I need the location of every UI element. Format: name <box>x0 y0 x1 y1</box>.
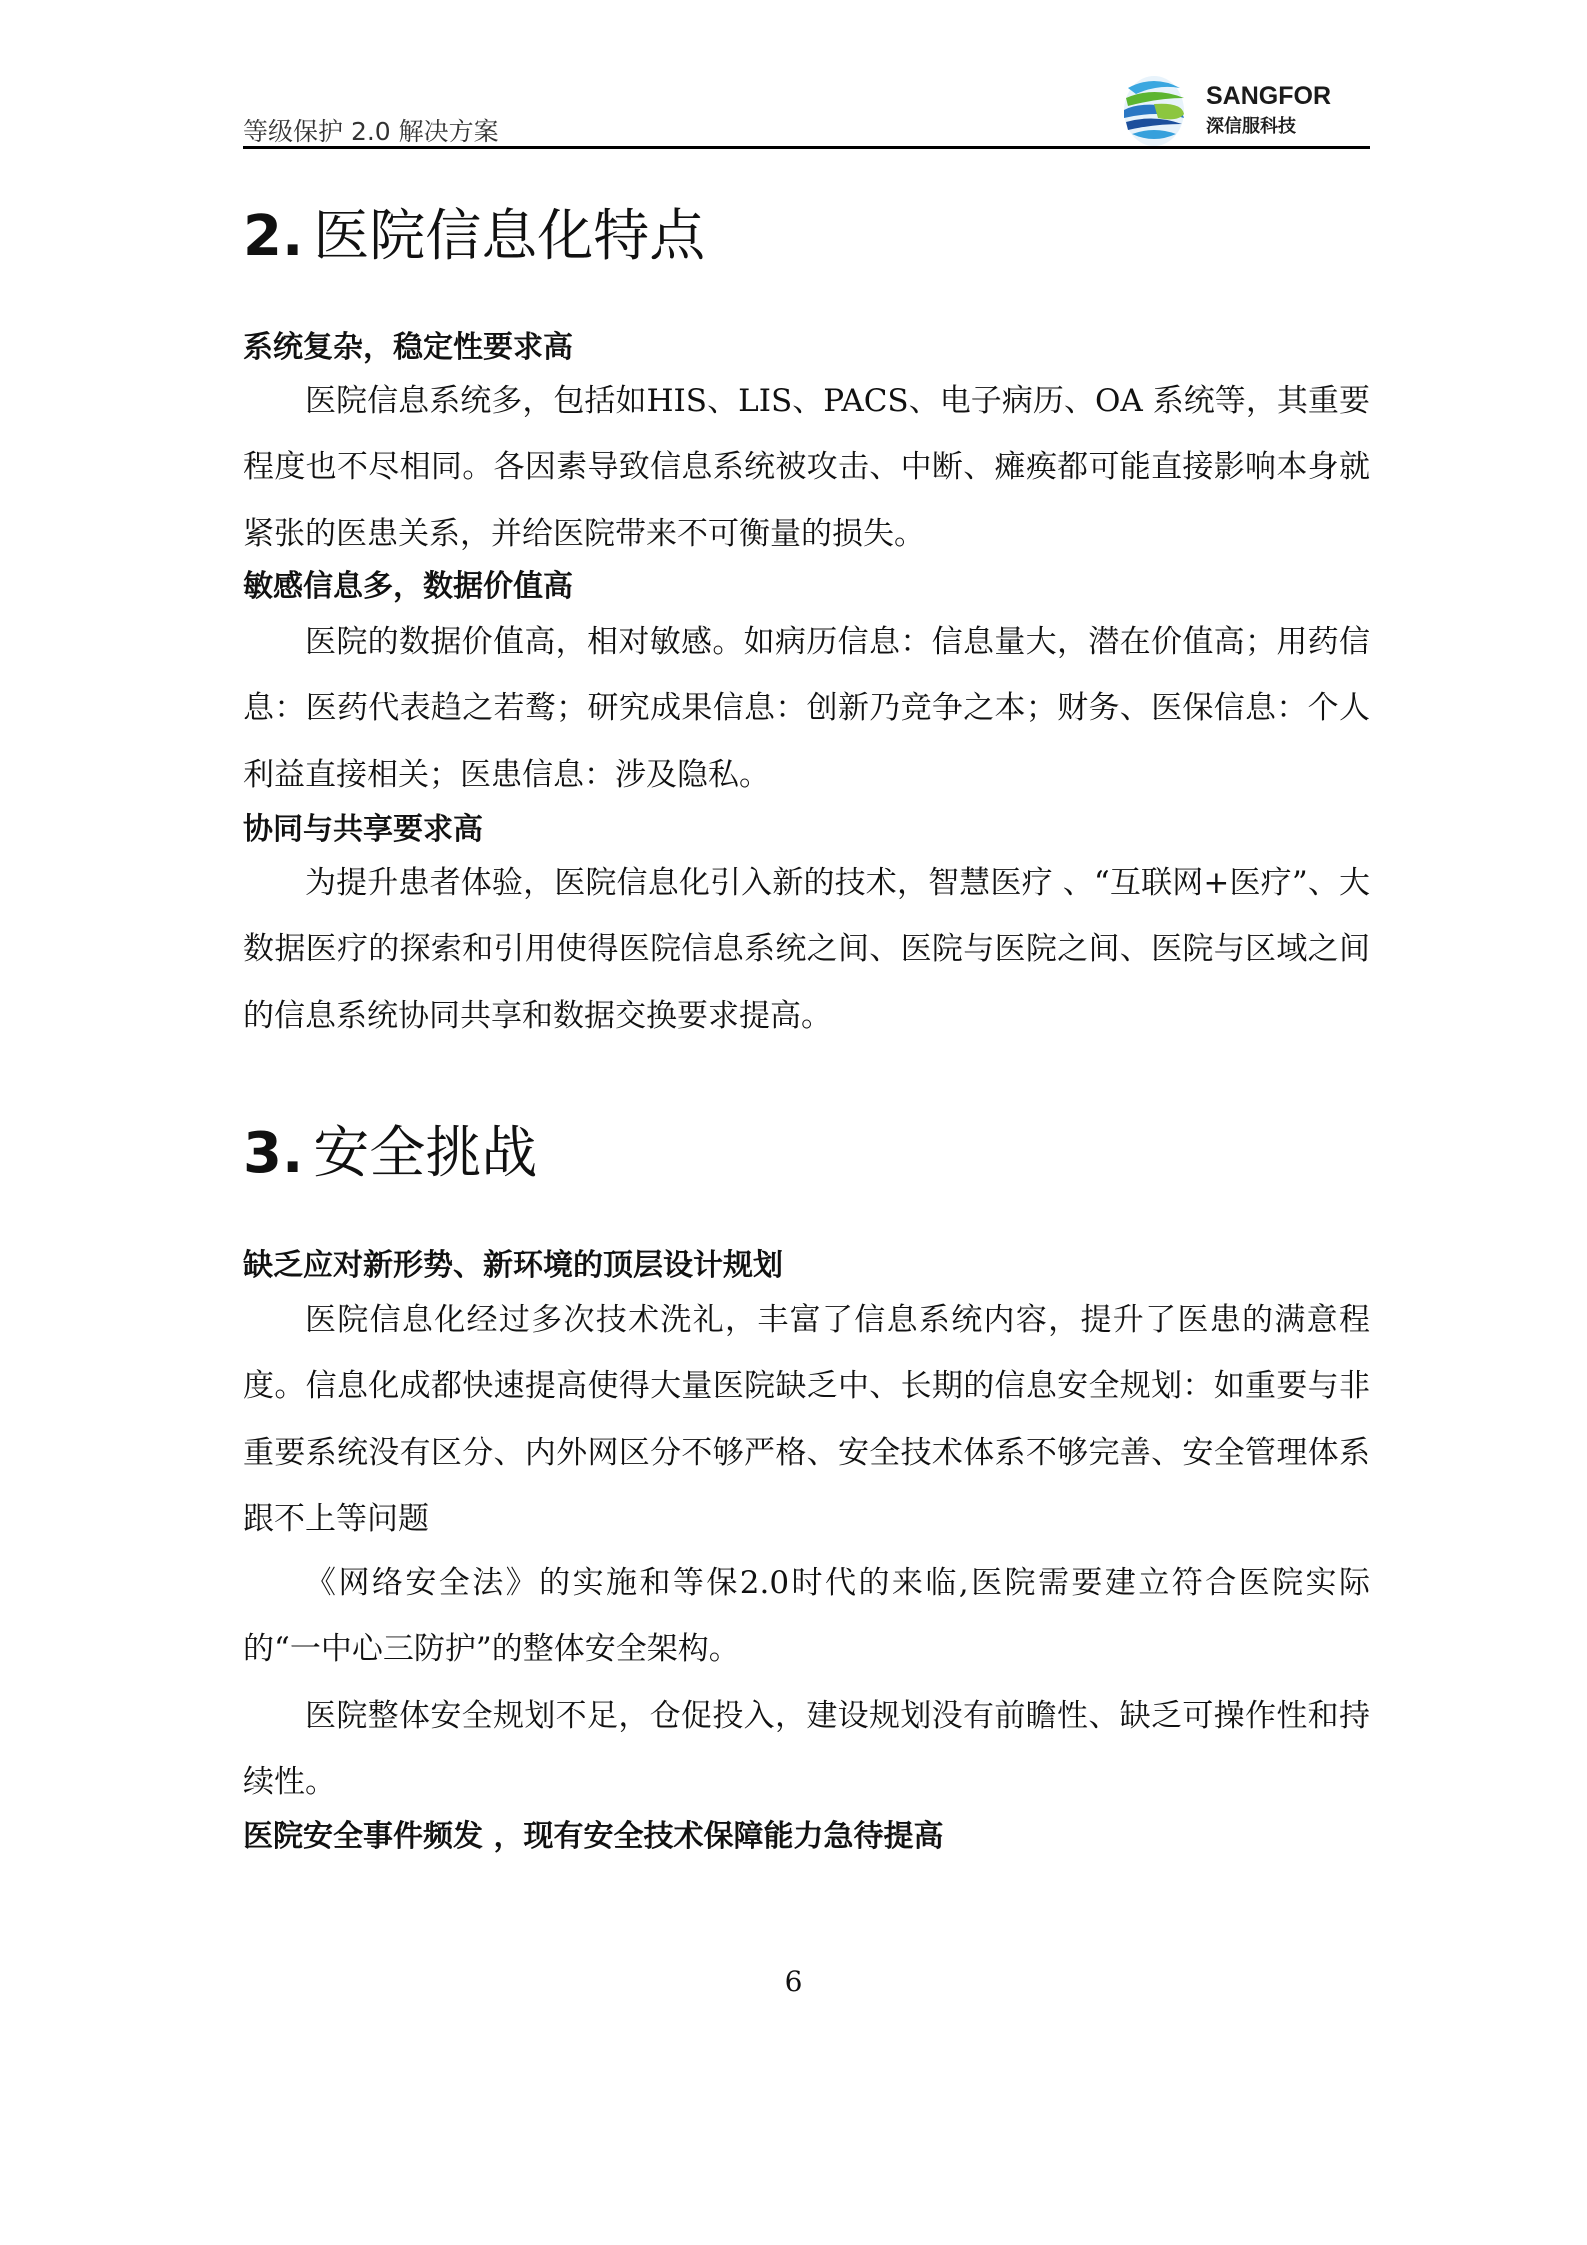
section-number: 2. <box>243 204 304 269</box>
sangfor-logo <box>1118 74 1378 148</box>
sangfor-globe-icon <box>1118 74 1198 148</box>
section-3-heading <box>243 1119 1370 1189</box>
paragraph: 医院的数据价值高，相对敏感。如病历信息：信息量大，潜在价值高；用药信息：医药代表趋之若鹜；研究成果信息：创新乃竞争之本；财务、医保信息：个人利益直接相关；医患信息：涉及隐私。 <box>243 624 1370 793</box>
paragraph: 医院整体安全规划不足，仓促投入，建设规划没有前瞻性、缺乏可操作性和持续性。 <box>243 1698 1370 1801</box>
subheading: 缺乏应对新形势、新环境的顶层设计规划 <box>243 1248 783 1283</box>
section-number: 3. <box>243 1121 304 1186</box>
paragraph: 医院信息化经过多次技术洗礼，丰富了信息系统内容，提升了医患的满意程度。信息化成都快速提高使得大量医院缺乏中、长期的信息安全规划：如重要与非重要系统没有区分、内外网区分不够严格、安全技术体系不够完善、安全管理体系跟不上等问题 <box>243 1302 1370 1538</box>
paragraph: 《网络安全法》的实施和等保2.0时代的来临,医院需要建立符合医院实际 的“一中心三防护”的整体安全架构。 <box>243 1565 1370 1668</box>
section-title: 医院信息化特点 <box>313 204 706 269</box>
subheading: 系统复杂，稳定性要求高 <box>243 330 573 365</box>
document-title: 等级保护 2.0 解决方案 <box>243 117 499 146</box>
logo-text-cn: 深信服科技 <box>1206 116 1296 137</box>
logo-text-en: SANGFOR <box>1206 82 1331 110</box>
paragraph: 医院信息系统多，包括如HIS、LIS、PACS、电子病历、OA 系统等，其重要程度也不尽相同。各因素导致信息系统被攻击、中断、瘫痪都可能直接影响本身就紧张的医患关系，并给医院带来不可衡量的损失。 <box>243 383 1370 552</box>
subheading: 敏感信息多，数据价值高 <box>243 569 573 604</box>
subheading: 协同与共享要求高 <box>243 812 483 847</box>
section-title: 安全挑战 <box>313 1121 538 1186</box>
paragraph: 为提升患者体验，医院信息化引入新的技术，智慧医疗 、“互联网+医疗”、大数据医疗的探索和引用使得医院信息系统之间、医院与医院之间、医院与区域之间的信息系统协同共享和数据交换要求提高。 <box>243 865 1370 1034</box>
subheading: 医院安全事件频发 ，现有安全技术保障能力急待提高 <box>243 1819 944 1854</box>
page-number: 6 <box>784 1965 803 1998</box>
section-2-heading <box>243 202 1370 272</box>
header-divider <box>243 146 1370 149</box>
